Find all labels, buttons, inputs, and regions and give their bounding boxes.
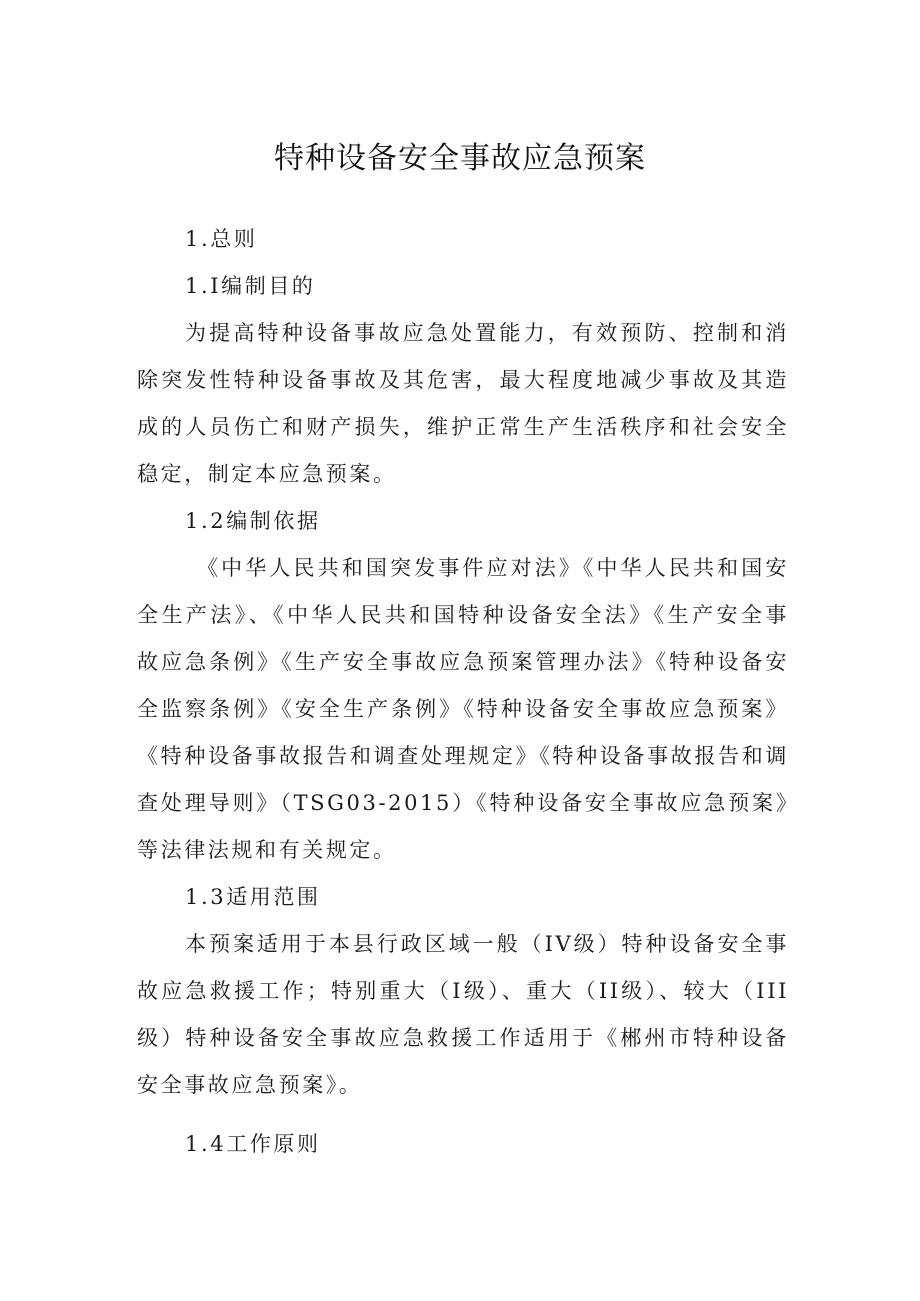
section-heading-general: 1.总则 — [185, 227, 258, 251]
paragraph-purpose: 为提高特种设备事故应急处置能力，有效预防、控制和消除突发性特种设备事故及其危害，最大程度地减少事故及其造成的人员伤亡和财产损失，维护正常生产生活秩序和社会安全稳定，制定本应急预案。 — [137, 321, 789, 486]
paragraph-basis: 《中华人民共和国突发事件应对法》《中华人民共和国安全生产法》、《中华人民共和国特种设备安全法》《生产安全事故应急条例》《生产安全事故应急预案管理办法》《特种设备安全监察条例》《安全生产条例》《特种设备安全事故应急预案》《特种设备事故报告和调查处理规定》《特种设备事故报告和调查处理导则》（TSG03-2015）《特种设备安全事故应急预案》等法律法规和有关规定。 — [137, 556, 789, 862]
document-title: 特种设备安全事故应急预案 — [274, 141, 646, 176]
section-heading-principles: 1.4工作原则 — [185, 1132, 321, 1156]
section-heading-basis: 1.2编制依据 — [185, 509, 321, 533]
document-body — [137, 216, 789, 1168]
paragraph-scope: 本预案适用于本县行政区域一般（IV级）特种设备安全事故应急救援工作；特别重大（I级）、重大（II级）、较大（III级）特种设备安全事故应急救援工作适用于《郴州市特种设备安全事故应急预案》。 — [137, 932, 789, 1097]
section-heading-purpose: 1.I编制目的 — [185, 274, 316, 298]
section-heading-scope: 1.3适用范围 — [185, 885, 321, 909]
